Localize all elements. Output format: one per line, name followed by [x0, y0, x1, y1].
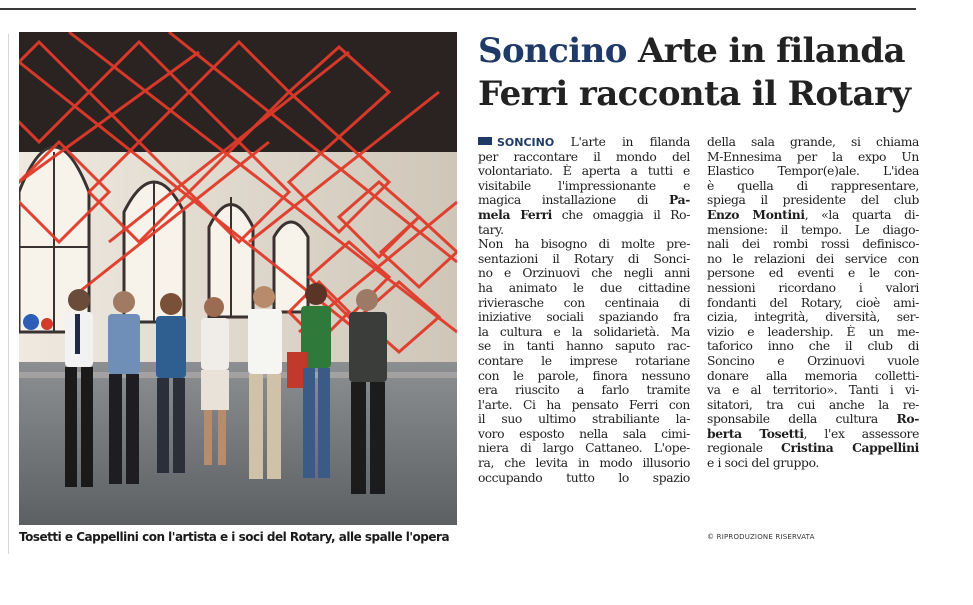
article-line: sponsabile della cultura Ro- — [707, 412, 919, 427]
article-line: tary. — [478, 222, 504, 237]
article-line: no e Orzinuovi che negli anni — [478, 266, 690, 281]
article-line: della sala grande, si chiama — [707, 135, 919, 149]
name-ro: Ro- — [896, 412, 919, 427]
article-line: spiega il presidente del club — [707, 193, 919, 208]
article-line: nessioni ricordano i valori — [707, 280, 919, 295]
article-line: contare le imprese rotariane — [478, 353, 690, 368]
article-line: occupando tutto lo spazio — [478, 470, 690, 485]
name-mela-ferri: mela Ferri — [478, 207, 552, 222]
left-rule — [8, 34, 9, 554]
name-berta-tosetti: berta Tosetti — [707, 426, 804, 441]
article-line: regionale Cristina Cappellini — [707, 441, 919, 456]
article-line: visitabile l'impressionante e — [478, 178, 690, 193]
article-line: era riuscito a farlo tramite — [478, 383, 690, 398]
article-line: rivierasche con centinaia di — [478, 295, 690, 310]
article-line: magica installazione di Pa- — [478, 193, 690, 208]
article-line: cizia, integrità, diversità, ser- — [707, 310, 919, 325]
article-line: Non ha bisogno di molte pre- — [478, 237, 690, 252]
group-photo-icon — [19, 32, 457, 525]
article-line: Enzo Montini, «la quarta di- — [707, 207, 919, 222]
article-column-1 — [478, 135, 690, 485]
dateline: SONCINO — [497, 136, 555, 149]
article-line: Elastico Tempor(e)ale. L'idea — [707, 164, 919, 179]
photo-caption: Tosetti e Cappellini con l'artista e i soci del Rotary, alle spalle l'opera — [19, 530, 450, 544]
article-line: mela Ferri che omaggia il Ro- — [478, 207, 690, 222]
article-line: sentazioni il Rotary di Sonci- — [478, 251, 690, 266]
article-line: M-Ennesima per la expo Un — [707, 149, 919, 164]
article-line: no le relazioni dei service con — [707, 251, 919, 266]
article-line: voro esposto nella sala cimi- — [478, 426, 690, 441]
article-line: e i soci del gruppo. — [707, 456, 819, 471]
article-line: l'arte. Ci ha pensato Ferri con — [478, 397, 690, 412]
article-line: vizio e leadership. È un me- — [707, 324, 919, 339]
article-line: iniziative sociali spaziando fra — [478, 310, 690, 325]
article-line: il suo ultimo strabiliante la- — [478, 412, 690, 427]
article-line: taforico inno che il club di — [707, 339, 919, 354]
article-line: mensione: il tempo. Le diago- — [707, 222, 919, 237]
headline-line2: Ferri racconta il Rotary — [478, 74, 911, 114]
article-line: nali dei rombi rossi definisco- — [707, 237, 919, 252]
article-line: sitatori, tra cui anche la re- — [707, 397, 919, 412]
article-column-2 — [707, 135, 919, 471]
article-line: per raccontare il mondo del — [478, 149, 690, 164]
copyright-notice: © RIPRODUZIONE RISERVATA — [707, 533, 815, 541]
headline-line1: Arte in filanda — [638, 31, 905, 71]
article-line: ha animato le due cittadine — [478, 280, 690, 295]
headline-kicker: Soncino — [478, 31, 627, 71]
name-cristina-cappellini: Cristina Cappellini — [781, 441, 919, 456]
top-rule — [0, 8, 916, 10]
headline — [478, 30, 918, 116]
article-photo — [19, 32, 457, 525]
article-line: SONCINO L'arte in filanda — [478, 135, 690, 150]
article-line: è quella di rappresentare, — [707, 178, 919, 193]
article-line: va e al territorio». Tanti i vi- — [707, 383, 919, 398]
article-line: fondanti del Rotary, cioè ami- — [707, 295, 919, 310]
dateline-marker — [478, 137, 492, 145]
name-enzo-montini: Enzo Montini — [707, 207, 805, 222]
article-line: con le parole, finora nessuno — [478, 368, 690, 383]
article-line: Soncino e Orzinuovi vuole — [707, 353, 919, 368]
article-line: se in tanti hanno saputo rac- — [478, 339, 690, 354]
article-line: donare alla memoria colletti- — [707, 368, 919, 383]
article-line: niera di largo Cattaneo. L'ope- — [478, 441, 690, 456]
article-line: persone ed eventi e le con- — [707, 266, 919, 281]
article-line: volontariato. È aperta a tutti e — [478, 164, 690, 179]
name-pamela: Pa- — [669, 193, 690, 208]
article-line: la cultura e la solidarietà. Ma — [478, 324, 690, 339]
article-line: berta Tosetti, l'ex assessore — [707, 426, 919, 441]
article-line: ra, che levita in modo illusorio — [478, 456, 690, 471]
